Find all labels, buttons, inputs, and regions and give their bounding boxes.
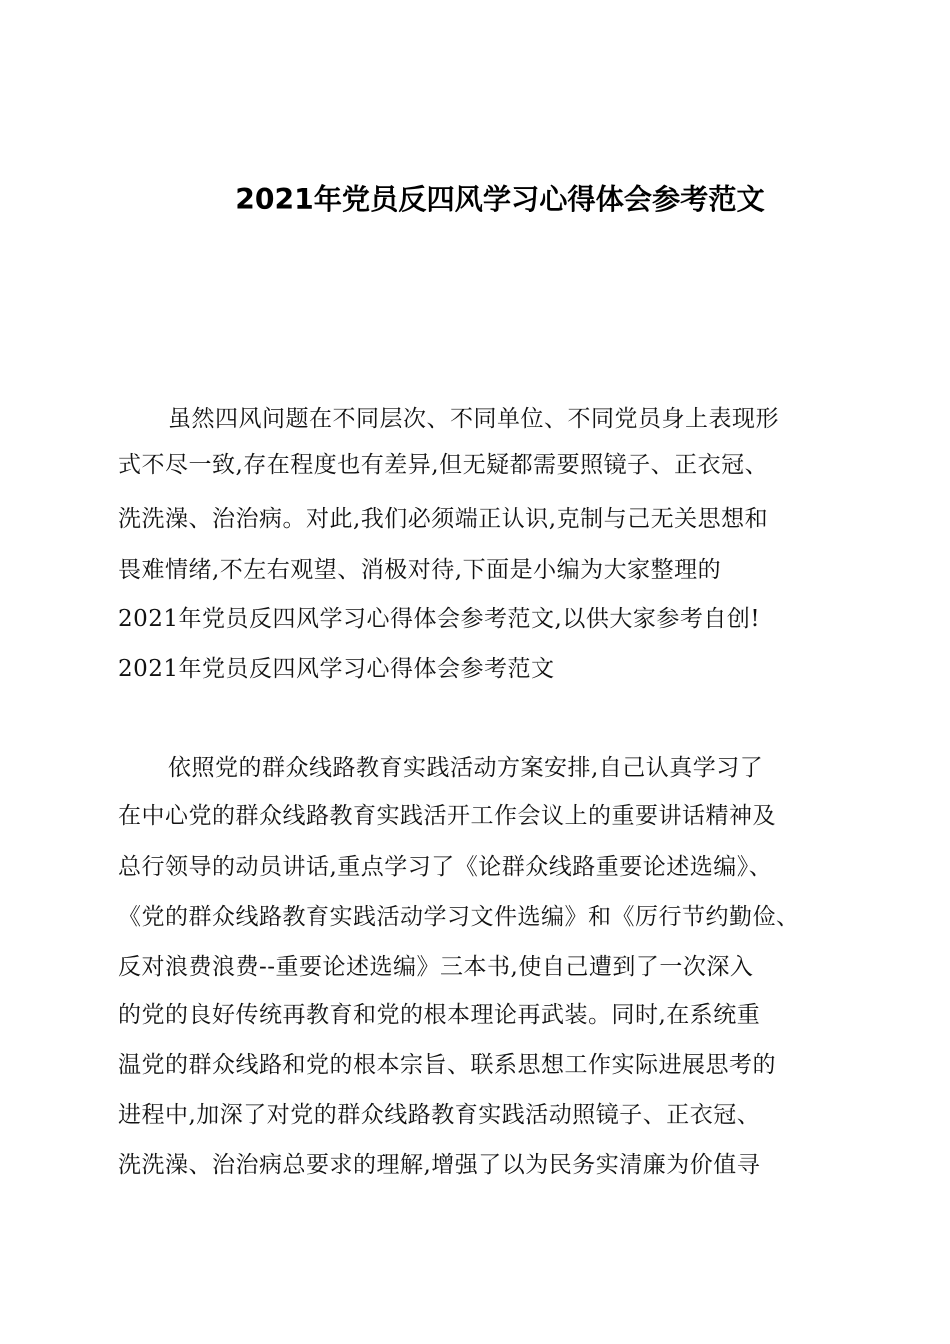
body-line-2: 在中心党的群众线路教育实践活开工作会议上的重要讲话精神及	[118, 803, 776, 829]
intro-line-1: 虽然四风问题在不同层次、不同单位、不同党员身上表现形	[168, 406, 779, 432]
body-line-4: 《党的群众线路教育实践活动学习文件选编》和《厉行节约勤俭、	[118, 904, 800, 930]
body-line-1: 依照党的群众线路教育实践活动方案安排,自己认真学习了	[168, 755, 764, 781]
intro-line-2: 式不尽一致,存在程度也有差异,但无疑都需要照镜子、正衣冠、	[118, 452, 769, 478]
intro-line-4: 畏难情绪,不左右观望、消极对待,下面是小编为大家整理的	[118, 557, 722, 583]
body-line-6: 的党的良好传统再教育和党的根本理论再武装。同时,在系统重	[118, 1002, 761, 1028]
body-line-7: 温党的群众线路和党的根本宗旨、联系思想工作实际进展思考的	[118, 1052, 776, 1078]
intro-line-6: 2021年党员反四风学习心得体会参考范文	[118, 656, 555, 682]
body-line-8: 进程中,加深了对党的群众线路教育实践活动照镜子、正衣冠、	[118, 1102, 761, 1128]
intro-line-5: 2021年党员反四风学习心得体会参考范文,以供大家参考自创!	[118, 606, 761, 632]
intro-line-3: 洗洗澡、治治病。对此,我们必须端正认识,克制与己无关思想和	[118, 506, 769, 532]
body-line-9: 洗洗澡、治治病总要求的理解,增强了以为民务实清廉为价值寻	[118, 1152, 761, 1178]
document-title: 2021年党员反四风学习心得体会参考范文	[235, 183, 765, 216]
body-line-3: 总行领导的动员讲话,重点学习了《论群众线路重要论述选编》、	[118, 854, 773, 880]
body-line-5: 反对浪费浪费--重要论述选编》三本书,使自己遭到了一次深入	[118, 954, 754, 980]
